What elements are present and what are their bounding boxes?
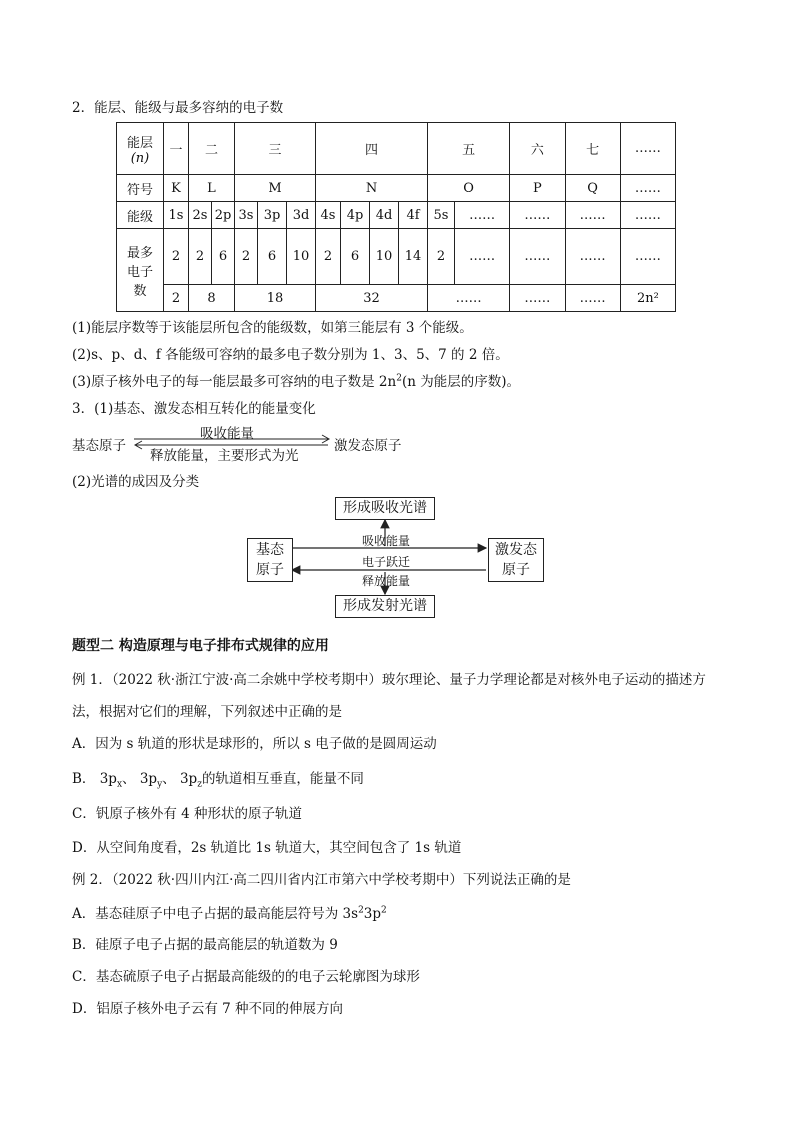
- option-b-sub-y: y: [157, 779, 163, 790]
- excited-state-box: [488, 538, 544, 582]
- example-1-stem-line-2: 法，根据对它们的理解，下列叙述中正确的是: [72, 704, 342, 720]
- table-cell: ……: [510, 202, 565, 229]
- option-a-sup-1: 2: [358, 905, 364, 916]
- spectrum-title: (2)光谱的成因及分类: [72, 474, 200, 490]
- table-cell: 2: [189, 229, 212, 285]
- table-cell: 2: [164, 285, 189, 312]
- table-row-level: [117, 202, 676, 229]
- table-cell: ……: [565, 229, 620, 285]
- ground-label-1: 基态: [256, 542, 284, 558]
- note-3-prefix: (3)原子核外电子的每一能层最多可容纳的电子数是 2n: [72, 374, 397, 390]
- table-cell: 14: [399, 229, 428, 285]
- ground-label-2: 原子: [256, 562, 284, 578]
- table-cell: K: [164, 175, 189, 202]
- table-cell: 3p: [258, 202, 287, 229]
- max-label-1: 最多: [126, 245, 153, 261]
- max-electrons-header-cell: [117, 229, 164, 312]
- transition-left-label: 基态原子: [72, 438, 126, 454]
- table-cell: O: [428, 175, 510, 202]
- table-cell: 6: [212, 229, 235, 285]
- table-cell: 七: [565, 123, 620, 175]
- note-3-sup: 2: [396, 373, 402, 384]
- table-cell: Q: [565, 175, 620, 202]
- note-3-suffix: (n 为能层的序数)。: [401, 374, 520, 390]
- table-cell: N: [316, 175, 428, 202]
- table-cell: 2n²: [620, 285, 675, 312]
- table-cell: ……: [565, 202, 620, 229]
- table-cell: ……: [455, 229, 510, 285]
- table-cell: 2p: [212, 202, 235, 229]
- table-cell: 五: [428, 123, 510, 175]
- table-cell: 8: [189, 285, 235, 312]
- excited-label-1: 激发态: [495, 542, 537, 558]
- table-cell: 六: [510, 123, 565, 175]
- transition-top-label: 吸收能量: [200, 426, 254, 442]
- table-cell: 4f: [399, 202, 428, 229]
- table-cell: 2: [235, 229, 258, 285]
- table-cell: P: [510, 175, 565, 202]
- table-cell: ……: [455, 202, 510, 229]
- example-1-option-a: A．因为 s 轨道的形状是球形的，所以 s 电子做的是圆周运动: [72, 736, 437, 752]
- transition-bottom-label: 释放能量，主要形式为光: [150, 448, 299, 464]
- table-cell: 5s: [428, 202, 455, 229]
- option-a-sup-2: 2: [381, 905, 387, 916]
- max-label-2: 电子: [126, 264, 153, 280]
- emit-spectrum-box: 形成发射光谱: [335, 595, 435, 618]
- table-cell: 6: [341, 229, 370, 285]
- table-row-symbol: [117, 175, 676, 202]
- table-cell: 3s: [235, 202, 258, 229]
- table-cell: 4d: [370, 202, 399, 229]
- table-cell: 32: [316, 285, 428, 312]
- type-2-heading: 题型二 构造原理与电子排布式规律的应用: [72, 638, 329, 654]
- transition-right-label: 激发态原子: [334, 438, 402, 454]
- note-2: (2)s、p、d、f 各能级可容纳的最多电子数分别为 1、3、5、7 的 2 倍。: [72, 347, 509, 363]
- option-b-mid-2: 、 3p: [162, 771, 198, 787]
- example-2-option-c: C．基态硫原子电子占据最高能级的的电子云轮廓图为球形: [72, 969, 420, 985]
- table-cell: 4p: [341, 202, 370, 229]
- electron-transition-label: 电子跃迁: [362, 555, 411, 569]
- option-a-mid: 3p: [363, 906, 382, 922]
- table-cell: L: [189, 175, 235, 202]
- table-row-layer: [117, 123, 676, 175]
- example-1-option-b: [72, 767, 364, 790]
- table-cell: 2: [316, 229, 341, 285]
- release-energy-label: 释放能量: [362, 574, 411, 588]
- table-cell: ……: [510, 285, 565, 312]
- example-1-option-c: C．钒原子核外有 4 种形状的原子轨道: [72, 806, 303, 822]
- table-cell: 2: [428, 229, 455, 285]
- table-cell: 6: [258, 229, 287, 285]
- ground-state-box: [247, 538, 293, 582]
- table-cell: 1s: [164, 202, 189, 229]
- example-1-option-d: D．从空间角度看，2s 轨道比 1s 轨道大，其空间包含了 1s 轨道: [72, 840, 462, 856]
- table-row-level-max: [117, 229, 676, 285]
- table-cell: 2: [164, 229, 189, 285]
- option-b-sub-x: x: [116, 779, 123, 790]
- table-cell: ……: [620, 123, 675, 175]
- option-b-prefix: B． 3p: [72, 771, 117, 787]
- section-3-title: 3．(1)基态、激发态相互转化的能量变化: [72, 401, 316, 417]
- option-b-mid-1: 、 3p: [122, 771, 158, 787]
- table-cell: M: [235, 175, 316, 202]
- excited-label-2: 原子: [502, 562, 530, 578]
- layer-header-cell: [117, 123, 164, 175]
- example-2-stem: 例 2．（2022 秋·四川内江·高二四川省内江市第六中学校考期中）下列说法正确的是: [72, 872, 571, 888]
- table-cell: 4s: [316, 202, 341, 229]
- table-cell: ……: [428, 285, 510, 312]
- energy-level-table: [116, 122, 676, 312]
- note-3: [72, 370, 520, 390]
- example-1-stem-line-1: 例 1．（2022 秋·浙江宁波·高二余姚中学校考期中）玻尔理论、量子力学理论都是对核外电子运动的描述方: [72, 672, 706, 688]
- option-b-sub-z: z: [197, 779, 202, 790]
- section-2-title: 2．能层、能级与最多容纳的电子数: [72, 100, 284, 116]
- note-1: (1)能层序数等于该能层所包含的能级数，如第三能层有 3 个能级。: [72, 320, 473, 336]
- example-2-option-a: [72, 902, 387, 922]
- example-2-option-d: D．铝原子核外电子云有 7 种不同的伸展方向: [72, 1001, 343, 1017]
- table-cell: 10: [287, 229, 316, 285]
- table-cell: 3d: [287, 202, 316, 229]
- example-2-option-b: B．硅原子电子占据的最高能层的轨道数为 9: [72, 937, 338, 953]
- table-cell: 二: [189, 123, 235, 175]
- table-cell: 2s: [189, 202, 212, 229]
- table-cell: 18: [235, 285, 316, 312]
- absorb-spectrum-box: 形成吸收光谱: [335, 497, 435, 520]
- max-label-3: 数: [133, 283, 147, 299]
- option-a-prefix: A．基态硅原子中电子占据的最高能层符号为 3s: [72, 906, 359, 922]
- table-row-layer-max: [117, 285, 676, 312]
- symbol-header-cell: 符号: [117, 175, 164, 202]
- table-cell: ……: [620, 175, 675, 202]
- table-cell: ……: [620, 229, 675, 285]
- level-header-cell: 能级: [117, 202, 164, 229]
- table-cell: ……: [620, 202, 675, 229]
- layer-label: 能层: [126, 135, 153, 151]
- table-cell: 三: [235, 123, 316, 175]
- table-cell: ……: [565, 285, 620, 312]
- table-cell: ……: [510, 229, 565, 285]
- absorb-energy-label: 吸收能量: [362, 534, 411, 548]
- layer-n-label: (n): [130, 150, 150, 166]
- table-cell: 10: [370, 229, 399, 285]
- option-b-suffix: 的轨道相互垂直，能量不同: [201, 771, 364, 787]
- table-cell: 一: [164, 123, 189, 175]
- table-cell: 四: [316, 123, 428, 175]
